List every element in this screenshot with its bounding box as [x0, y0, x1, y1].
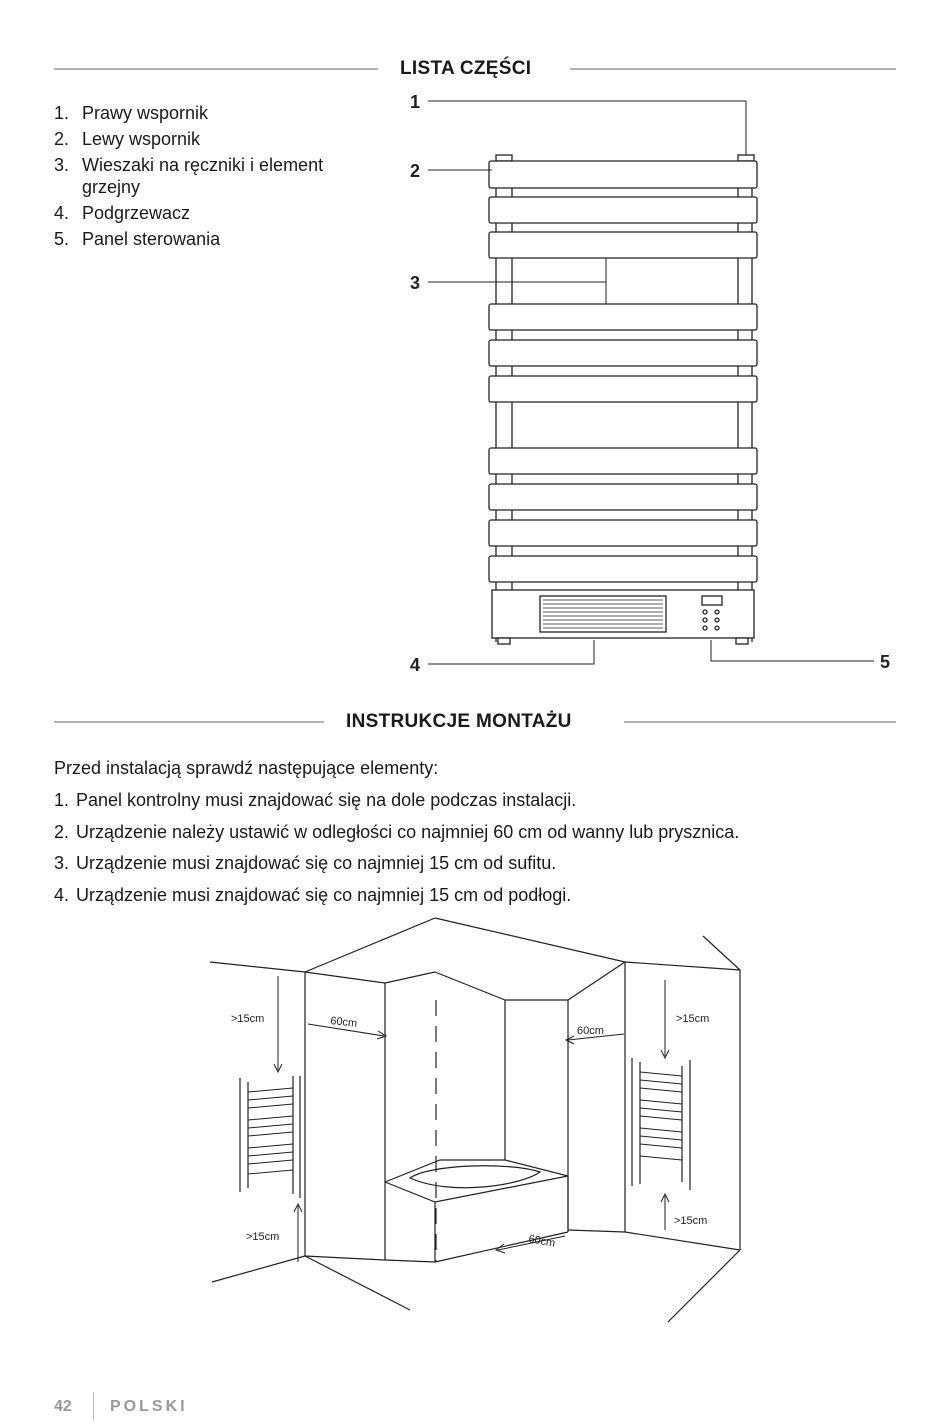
page-number: 42 — [54, 1398, 72, 1415]
list-item: 3. Wieszaki na ręczniki i element grzejny — [54, 155, 324, 197]
list-item: 4. Urządzenie musi znajdować się co najmniej 15 cm od podłogi. — [54, 884, 572, 905]
list-item: 1. Panel kontrolny musi znajdować się na dole podczas instalacji. — [54, 790, 577, 810]
bathroom-diagram — [210, 918, 740, 1322]
list-item: 4. Podgrzewacz — [54, 203, 191, 223]
label-right-top: >15cm — [676, 1013, 710, 1025]
label-left-width: 60cm — [329, 1015, 358, 1030]
callout-4: 4 — [410, 655, 421, 675]
label-right-bottom: >15cm — [674, 1215, 708, 1227]
install-rule-left — [54, 721, 324, 723]
callout-1: 1 — [410, 92, 421, 112]
label-left-bottom: >15cm — [246, 1231, 280, 1243]
callout-2: 2 — [410, 161, 421, 181]
list-item: 1. Prawy wspornik — [54, 103, 209, 123]
install-intro: Przed instalacją sprawdź następujące elementy: — [54, 758, 439, 778]
list-item: 5. Panel sterowania — [54, 229, 221, 249]
callout-3: 3 — [410, 273, 421, 293]
requirements-list — [54, 788, 739, 914]
footer-language: POLSKI — [110, 1398, 188, 1415]
label-right-width: 60cm — [577, 1025, 604, 1037]
label-floor: 60cm — [527, 1233, 557, 1250]
list-item: 2. Urządzenie należy ustawić w odległości co najmniej 60 cm od wanny lub prysznica. — [54, 821, 740, 842]
parts-section-title: LISTA CZĘŚCI — [400, 58, 532, 79]
callout-5: 5 — [880, 652, 891, 672]
list-item: 3. Urządzenie musi znajdować się co najmniej 15 cm od sufitu. — [54, 853, 557, 873]
towel-radiator-drawing — [428, 101, 874, 664]
install-section-title: INSTRUKCJE MONTAŻU — [346, 711, 572, 732]
install-rule-right — [624, 721, 896, 723]
label-left-top: >15cm — [231, 1013, 265, 1025]
footer-divider — [93, 1392, 94, 1420]
list-item: 2. Lewy wspornik — [54, 129, 201, 149]
